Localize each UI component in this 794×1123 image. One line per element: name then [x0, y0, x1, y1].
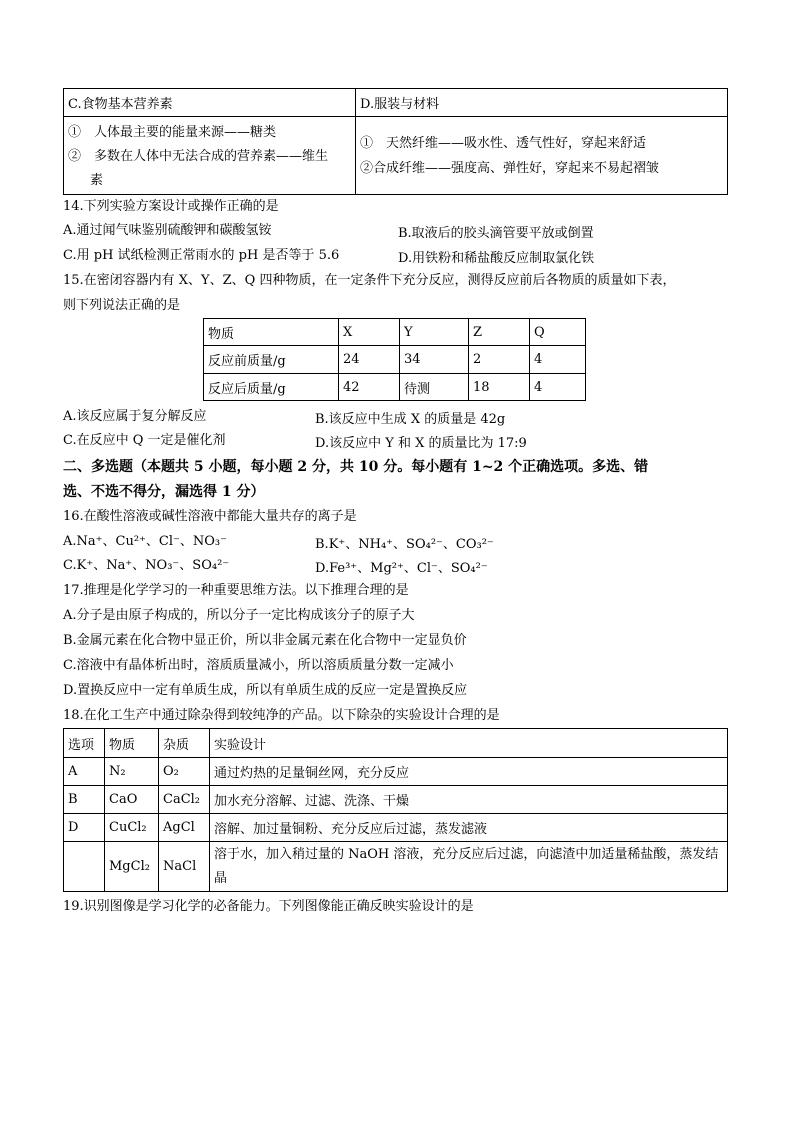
q16-c-ions: K⁺、Na⁺、NO₃⁻、SO₄²⁻	[76, 558, 230, 573]
q16-b	[315, 533, 494, 552]
q16-c	[63, 557, 229, 575]
q17-b: B.金属元素在化合物中显正价，所以非金属元素在化合物中一定显负价	[63, 633, 467, 648]
pur-r0-c2: O₂	[159, 758, 210, 786]
mass-before-4: 4	[530, 346, 586, 374]
q17-d: D.置换反应中一定有单质生成，所以有单质生成的反应一定是置换反应	[63, 683, 468, 698]
q19-stem: 19.识别图像是学习化学的必备能力。下列图像能正确反映实验设计的是	[63, 899, 474, 914]
q16-a-ions: Na⁺、Cu²⁺、Cl⁻、NO₃⁻	[76, 534, 227, 549]
cell-c	[64, 117, 356, 195]
q17-a: A.分子是由原子构成的，所以分子一定比构成该分子的原子大	[63, 608, 415, 623]
mass-head-4: Q	[530, 319, 586, 346]
section-2-line2: 选、不选不得分，漏选得 1 分）	[63, 484, 265, 500]
mass-before-0: 反应前质量/g	[204, 346, 339, 374]
q14-stem: 14.下列实验方案设计或操作正确的是	[63, 199, 279, 214]
q15-b: B.该反应中生成 X 的质量是 42g	[315, 412, 506, 427]
header-c: C.食物基本营养素	[64, 89, 356, 117]
q14-b: B.取液后的胶头滴管要平放或倒置	[398, 226, 594, 241]
mass-after-0: 反应后质量/g	[204, 374, 339, 401]
q15-d: D.该反应中 Y 和 X 的质量比为 17:9	[315, 436, 527, 451]
cell-d	[356, 117, 728, 195]
q16-d-ions: Fe³⁺、Mg²⁺、Cl⁻、SO₄²⁻	[329, 561, 488, 576]
mass-after-4: 4	[530, 374, 586, 401]
q15-stem-2: 则下列说法正确的是	[63, 298, 181, 313]
pur-r0-c3: 通过灼热的足量铜丝网，充分反应	[210, 758, 728, 786]
q16-d	[315, 557, 488, 576]
d-line2: ②合成纤维——强度高、弹性好，穿起来不易起褶皱	[360, 160, 660, 176]
c-line3: 素	[90, 172, 104, 188]
pur-r3-c2: NaCl	[159, 842, 210, 892]
q15-c: C.在反应中 Q 一定是催化剂	[63, 433, 226, 448]
mass-head-3: Z	[469, 319, 530, 346]
mass-table	[203, 318, 586, 401]
pur-head-3: 实验设计	[210, 729, 728, 758]
q17-stem: 17.推理是化学学习的一种重要思维方法。以下推理合理的是	[63, 583, 409, 598]
mass-after-1: 42	[339, 374, 400, 401]
nutrition-materials-table	[63, 88, 728, 195]
mass-after-2: 待测	[400, 374, 469, 401]
pur-r2-c2: AgCl	[159, 814, 210, 842]
q16-d-label: D.	[315, 561, 330, 576]
mass-head-2: Y	[400, 319, 469, 346]
purification-table	[63, 728, 728, 892]
pur-r2-c0: D	[64, 814, 105, 842]
pur-r1-c0: B	[64, 786, 105, 814]
mass-before-2: 34	[400, 346, 469, 374]
q15-stem-1: 15.在密闭容器内有 X、Y、Z、Q 四种物质，在一定条件下充分反应，测得反应前后各物质的质量如下表，	[63, 273, 676, 288]
q16-c-label: C.	[63, 558, 77, 573]
q16-b-ions: K⁺、NH₄⁺、SO₄²⁻、CO₃²⁻	[328, 537, 494, 552]
c-line1: ① 人体最主要的能量来源——糖类	[68, 124, 277, 140]
q16-stem: 16.在酸性溶液或碱性溶液中都能大量共存的离子是	[63, 509, 357, 524]
pur-head-0: 选项	[64, 729, 105, 758]
pur-r3-c1: MgCl₂	[105, 842, 159, 892]
q14-d: D.用铁粉和稀盐酸反应制取氯化铁	[398, 251, 595, 266]
pur-r0-c1: N₂	[105, 758, 159, 786]
q16-b-label: B.	[315, 537, 329, 552]
pur-r2-c3: 溶解、加过量铜粉、充分反应后过滤，蒸发滤液	[210, 814, 728, 842]
q14-a: A.通过闻气味鉴别硫酸钾和碳酸氢铵	[63, 223, 272, 238]
pur-r1-c1: CaO	[105, 786, 159, 814]
q14-c: C.用 pH 试纸检测正常雨水的 pH 是否等于 5.6	[63, 248, 340, 263]
mass-head-1: X	[339, 319, 400, 346]
q15-a: A.该反应属于复分解反应	[63, 409, 207, 424]
section-2-line1: 二、多选题（本题共 5 小题，每小题 2 分，共 10 分。每小题有 1~2 个正确选项。多选、错	[63, 459, 649, 475]
pur-r3-c0	[64, 842, 105, 892]
header-d: D.服装与材料	[356, 89, 728, 117]
mass-before-1: 24	[339, 346, 400, 374]
pur-r1-c2: CaCl₂	[159, 786, 210, 814]
pur-r3-c3: 溶于水，加入稍过量的 NaOH 溶液，充分反应后过滤，向滤渣中加适量稀盐酸，蒸发结晶	[210, 842, 728, 892]
mass-before-3: 2	[469, 346, 530, 374]
mass-after-3: 18	[469, 374, 530, 401]
q16-a-label: A.	[63, 534, 77, 549]
c-line2: ② 多数在人体中无法合成的营养素——维生	[68, 148, 329, 164]
q16-a	[63, 533, 227, 551]
d-line1: ① 天然纤维——吸水性、透气性好，穿起来舒适	[360, 135, 647, 151]
pur-r1-c3: 加水充分溶解、过滤、洗涤、干燥	[210, 786, 728, 814]
q18-stem: 18.在化工生产中通过除杂得到较纯净的产品。以下除杂的实验设计合理的是	[63, 708, 500, 723]
pur-r0-c0: A	[64, 758, 105, 786]
q17-c: C.溶液中有晶体析出时，溶质质量减小，所以溶质质量分数一定减小	[63, 658, 454, 673]
mass-head-0: 物质	[204, 319, 339, 346]
pur-r2-c1: CuCl₂	[105, 814, 159, 842]
pur-head-1: 物质	[105, 729, 159, 758]
pur-head-2: 杂质	[159, 729, 210, 758]
